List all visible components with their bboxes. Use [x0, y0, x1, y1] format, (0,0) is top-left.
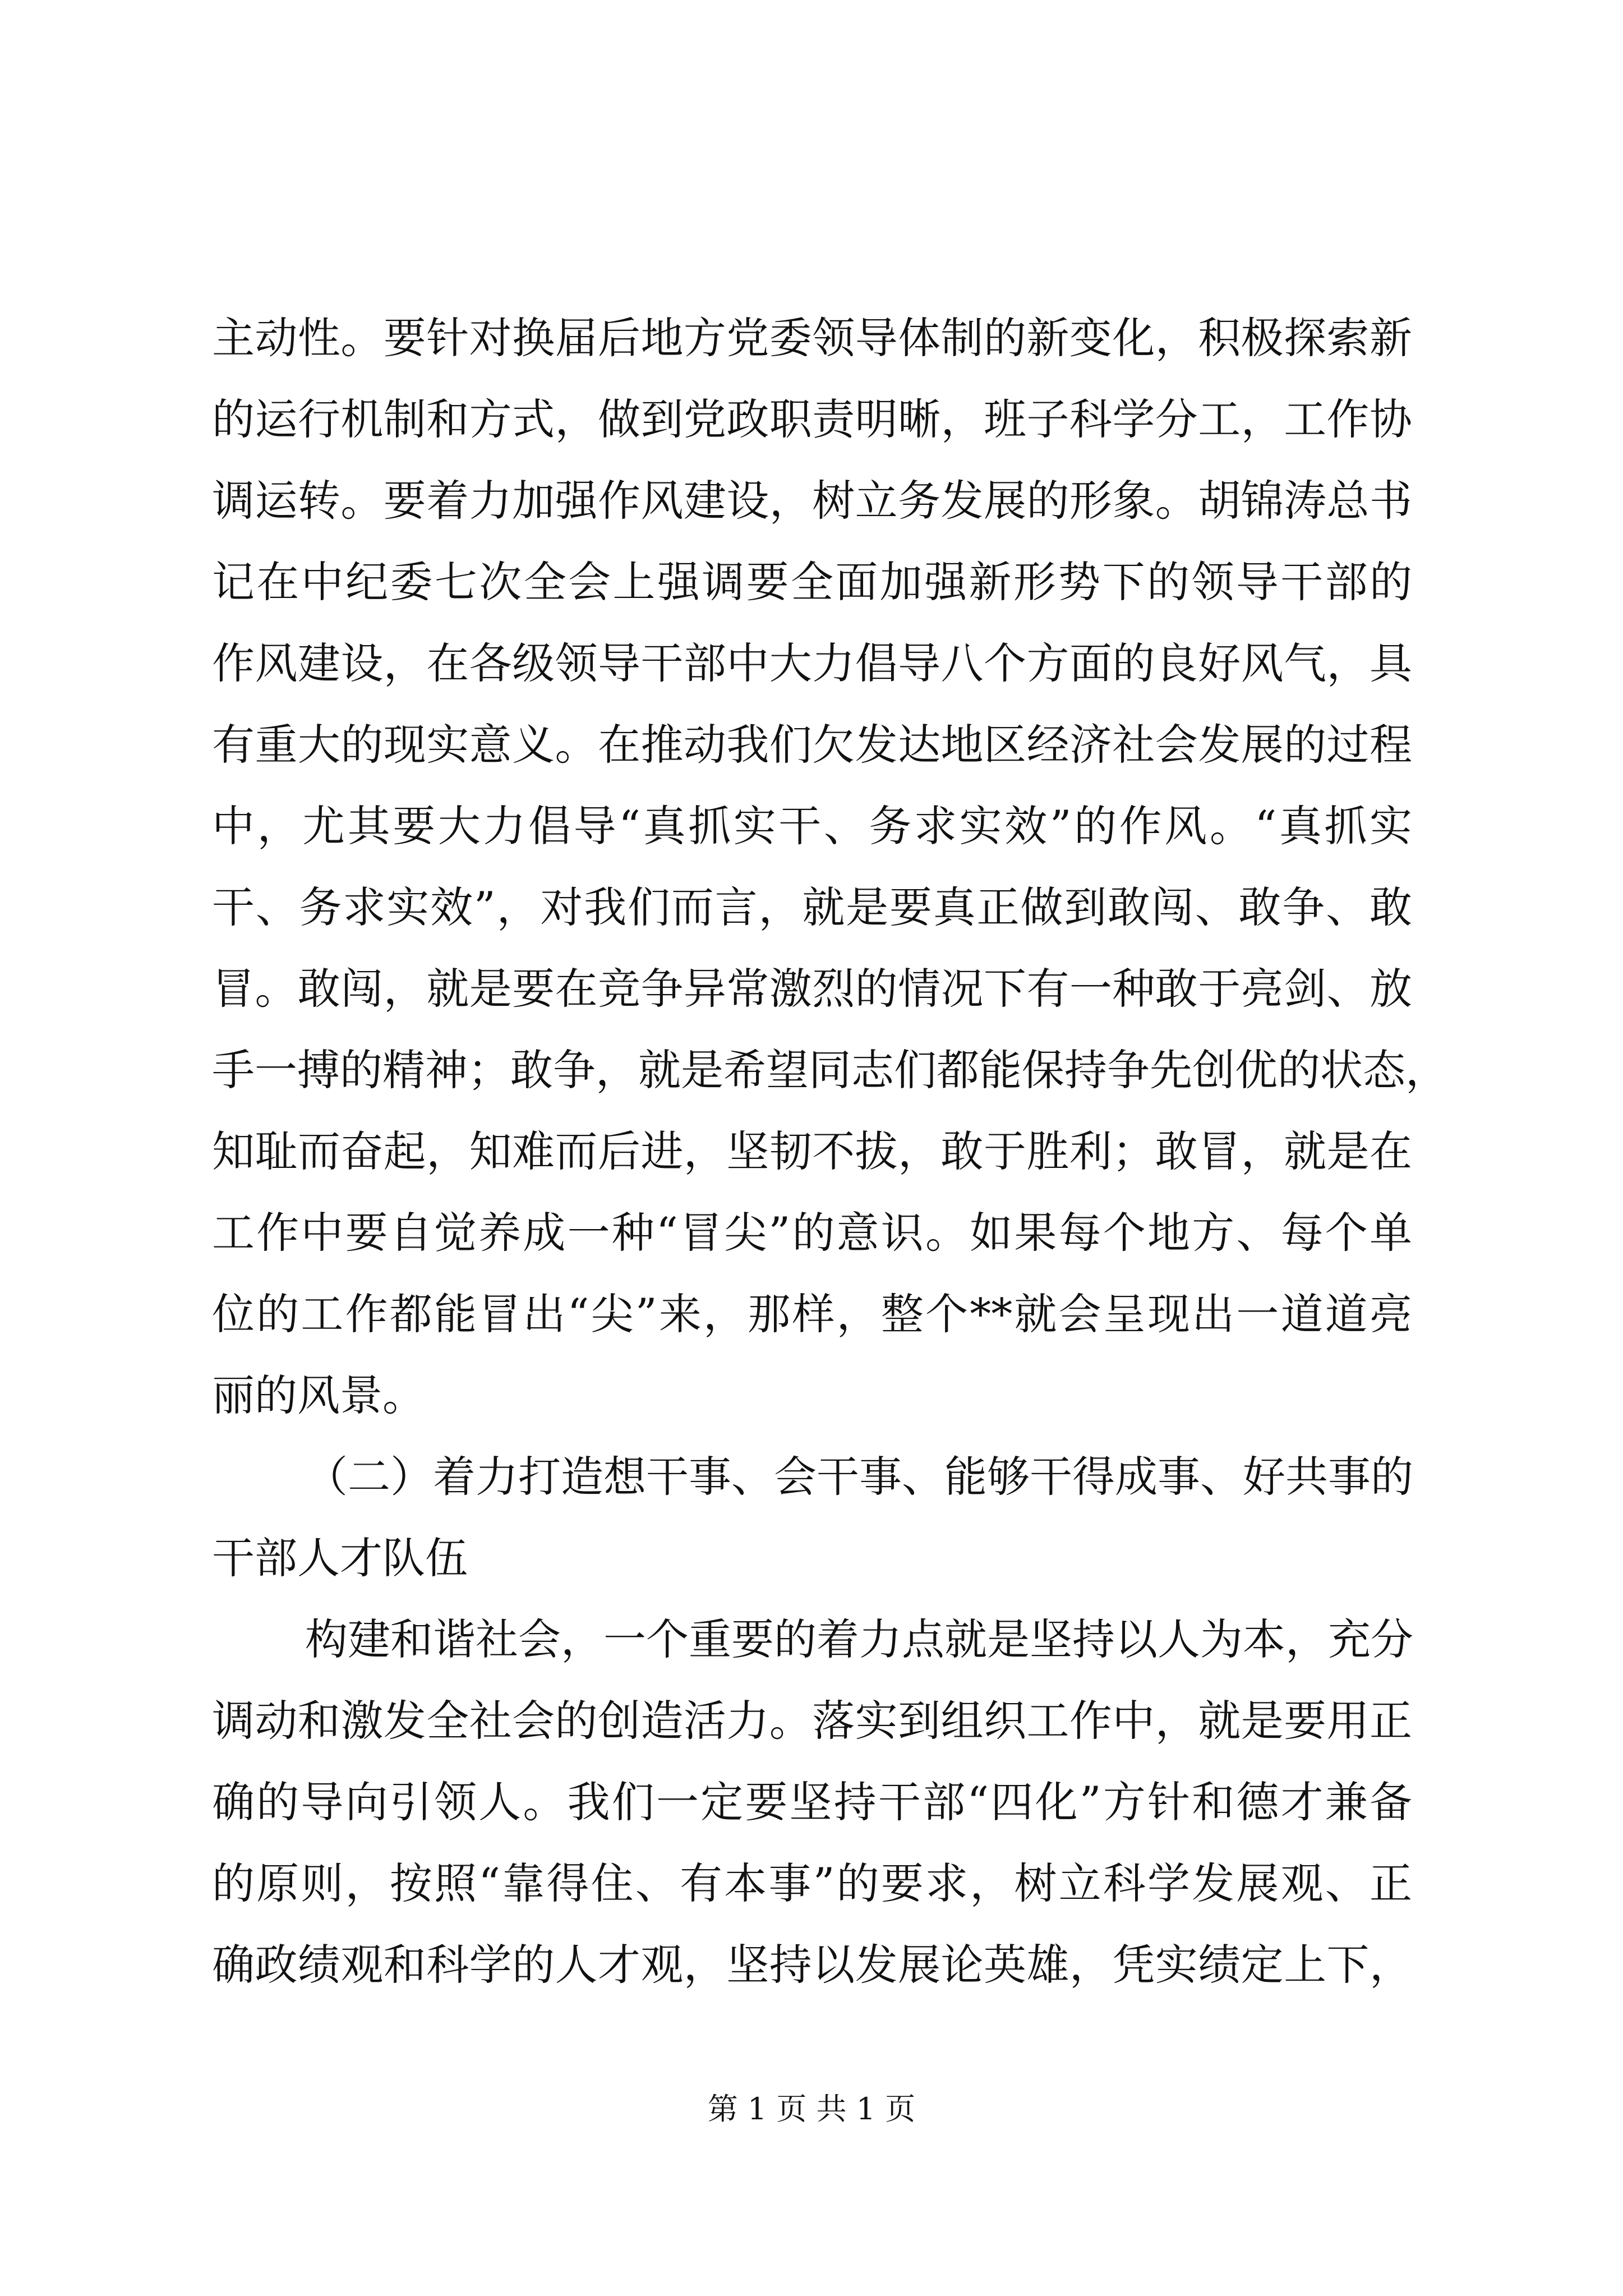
text-line: 调运转。要着力加强作风建设，树立务发展的形象。胡锦涛总书: [212, 476, 1412, 526]
text-line: 冒。敢闯，就是要在竞争异常激烈的情况下有一种敢于亮剑、放: [212, 964, 1412, 1014]
text-line: 调动和激发全社会的创造活力。落实到组织工作中，就是要用正: [212, 1696, 1412, 1746]
text-line: 的原则，按照“靠得住、有本事”的要求，树立科学发展观、正: [212, 1858, 1412, 1908]
text-line: 工作中要自觉养成一种“冒尖”的意识。如果每个地方、每个单: [212, 1208, 1412, 1258]
text-line: 手一搏的精神；敢争，就是希望同志们都能保持争先创优的状态，: [212, 1045, 1448, 1095]
text-line: 位的工作都能冒出“尖”来，那样，整个**就会呈现出一道道亮: [212, 1289, 1412, 1339]
text-line: 确的导向引领人。我们一定要坚持干部“四化”方针和德才兼备: [212, 1777, 1412, 1827]
text-line: 有重大的现实意义。在推动我们欠发达地区经济社会发展的过程: [212, 720, 1412, 770]
text-line: 记在中纪委七次全会上强调要全面加强新形势下的领导干部的: [212, 557, 1412, 607]
text-line: 主动性。要针对换届后地方党委领导体制的新变化，积极探索新: [212, 313, 1412, 363]
section-heading-continued: 干部人才队伍: [212, 1533, 468, 1583]
paragraph-start-line: 构建和谐社会，一个重要的着力点就是坚持以人为本，充分: [305, 1614, 1413, 1664]
text-line: 确政绩观和科学的人才观，坚持以发展论英雄，凭实绩定上下，: [212, 1940, 1412, 1990]
document-body: [212, 297, 1448, 2005]
text-line: 丽的风景。: [212, 1370, 425, 1420]
text-line: 干、务求实效”，对我们而言，就是要真正做到敢闯、敢争、敢: [212, 882, 1412, 932]
text-line: 知耻而奋起，知难而后进，坚韧不拔，敢于胜利；敢冒，就是在: [212, 1126, 1412, 1176]
text-line: 作风建设，在各级领导干部中大力倡导八个方面的良好风气，具: [212, 638, 1412, 688]
text-line: 的运行机制和方式，做到党政职责明晰，班子科学分工，工作协: [212, 394, 1412, 444]
text-line: 中，尤其要大力倡导“真抓实干、务求实效”的作风。“真抓实: [212, 801, 1412, 851]
section-heading: （二）着力打造想干事、会干事、能够干得成事、好共事的: [305, 1452, 1413, 1502]
page-number-footer: 第 1 页 共 1 页: [707, 2091, 916, 2127]
